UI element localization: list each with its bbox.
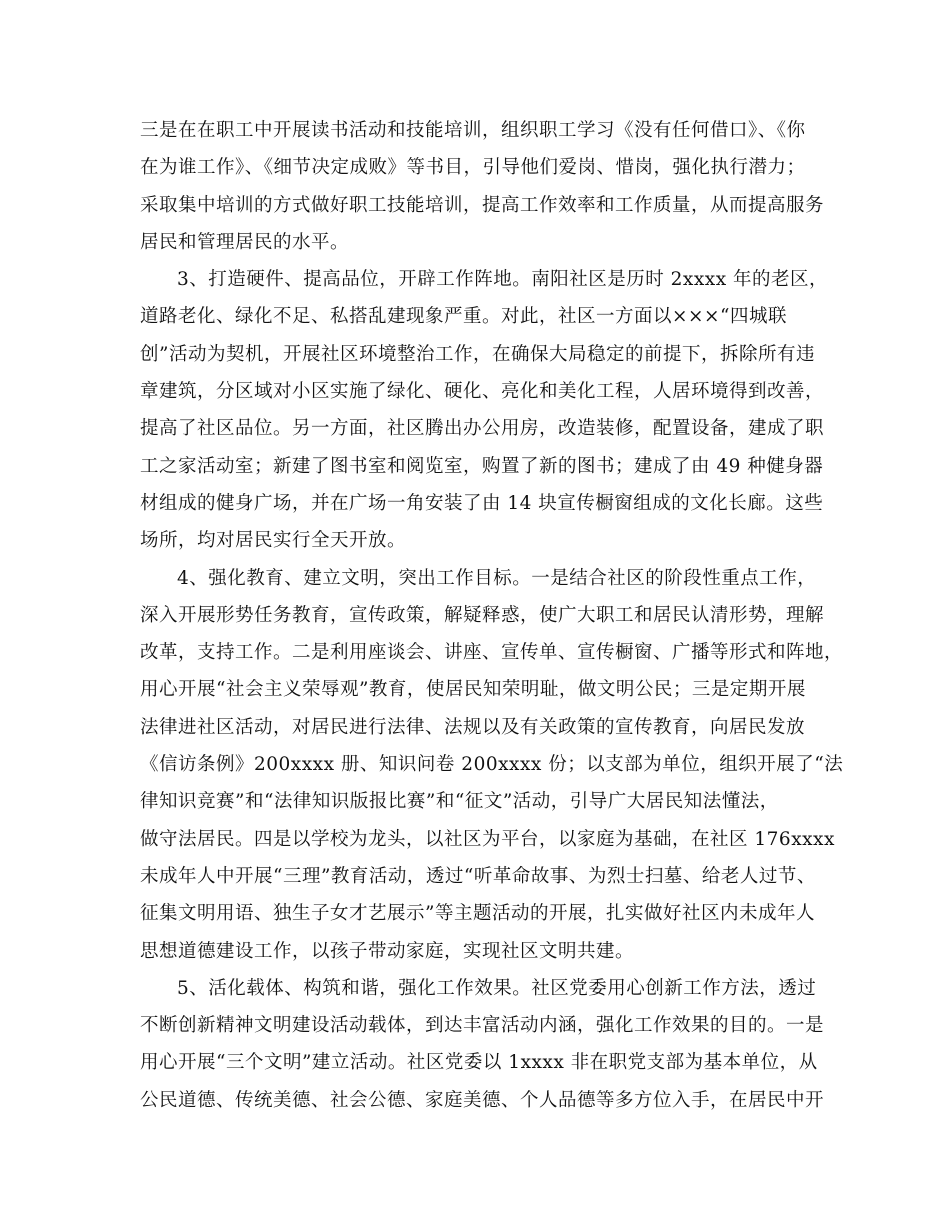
text-line: 律知识竞赛”和“法律知识版报比赛”和“征文”活动，引导广大居民知法懂法，: [140, 791, 779, 813]
document-body: [140, 112, 844, 1119]
text-line: 征集文明用语、独生子女才艺展示”等主题活动的开展，扎实做好社区内未成年人: [140, 903, 815, 925]
text-line: 采取集中培训的方式做好职工技能培训，提高工作效率和工作质量，从而提高服务: [140, 194, 825, 216]
text-line: 居民和管理居民的水平。: [140, 231, 350, 253]
text-line: 三是在在职工中开展读书活动和技能培训，组织职工学习《没有任何借口》、《你: [140, 120, 806, 141]
paragraph-heading-line: 5、活化载体、构筑和谐，强化工作效果。社区党委用心创新工作方法，透过: [177, 977, 817, 999]
text-line: 用心开展“三个文明”建立活动。社区党委以 1xxxx 非在职党支部为基本单位，从: [140, 1052, 818, 1074]
text-line: 创”活动为契机，开展社区环境整治工作，在确保大局稳定的前提下，拆除所有违: [140, 343, 815, 365]
text-line: 未成年人中开展“三理”教育活动，透过“听革命故事、为烈士扫墓、给老人过节、: [140, 865, 816, 887]
text-line: 不断创新精神文明建设活动载体，到达丰富活动内涵，强化工作效果的目的。一是: [140, 1015, 825, 1037]
text-line: 《信访条例》200xxxx 册、知识问卷 200xxxx 份；以支部为单位，组织开展了“法: [140, 754, 844, 776]
text-line: 章建筑，分区域对小区实施了绿化、硬化、亮化和美化工程，人居环境得到改善，: [140, 381, 825, 403]
text-line: 材组成的健身广场，并在广场一角安装了由 14 块宣传橱窗组成的文化长廊。这些: [140, 492, 824, 514]
text-line: 在为谁工作》、《细节决定成败》等书目，引导他们爱岗、惜岗，强化执行潜力；: [140, 157, 806, 179]
text-line: 提高了社区品位。另一方面，社区腾出办公用房，改造装修，配置设备，建成了职: [140, 418, 825, 440]
paragraph-heading-line: 4、强化教育、建立文明，突出工作目标。一是结合社区的阶段性重点工作，: [177, 567, 817, 589]
text-line: 深入开展形势任务教育，宣传政策，解疑释惑，使广大职工和居民认清形势，理解: [140, 604, 825, 626]
text-line: 用心开展“社会主义荣辱观”教育，使居民知荣明耻，做文明公民；三是定期开展: [140, 679, 806, 701]
text-line: 道路老化、绿化不足、私搭乱建现象严重。对此，社区一方面以×××“四城联: [140, 306, 787, 328]
text-line: 改革，支持工作。二是利用座谈会、讲座、宣传单、宣传橱窗、广播等形式和阵地，: [140, 642, 844, 664]
text-line: 法律进社区活动，对居民进行法律、法规以及有关政策的宣传教育，向居民发放: [140, 716, 806, 738]
text-line: 思想道德建设工作，以孩子带动家庭，实现社区文明共建。: [140, 940, 635, 962]
paragraph-heading-line: 3、打造硬件、提高品位，开辟工作阵地。南阳社区是历时 2xxxx 年的老区，: [177, 269, 829, 291]
text-line: 做守法居民。四是以学校为龙头，以社区为平台，以家庭为基础，在社区 176xxxx: [140, 828, 835, 850]
text-line: 公民道德、传统美德、社会公德、家庭美德、个人品德等多方位入手，在居民中开: [140, 1089, 825, 1111]
text-line: 工之家活动室；新建了图书室和阅览室，购置了新的图书；建成了由 49 种健身器: [140, 455, 824, 477]
text-line: 场所，均对居民实行全天开放。: [140, 530, 407, 552]
